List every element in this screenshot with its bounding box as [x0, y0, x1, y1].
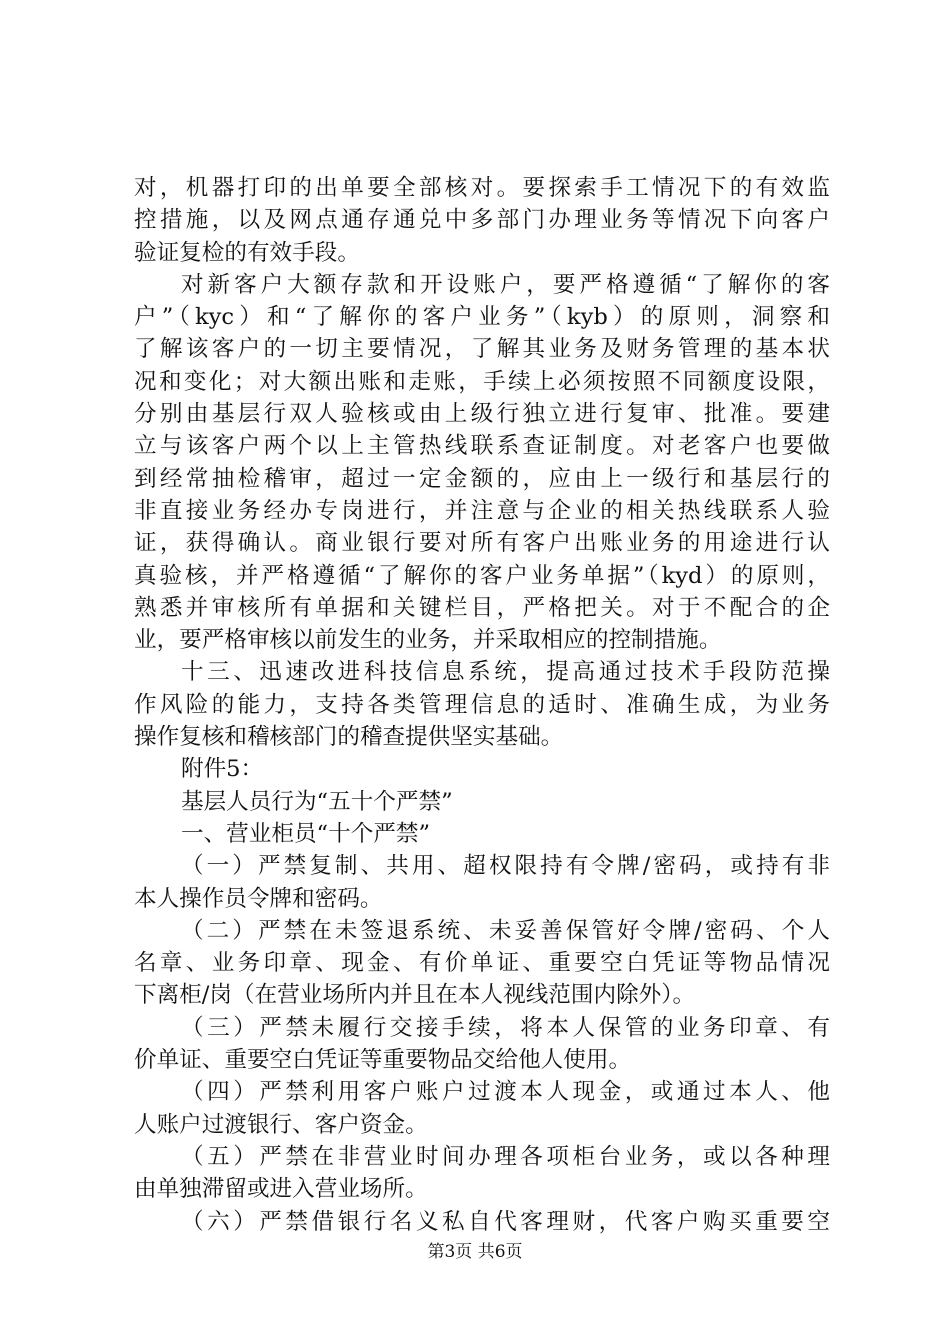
text-line: 业，要严格审核以前发生的业务，并采取相应的控制措施。: [134, 627, 722, 654]
text-line: 价单证、重要空白凭证等重要物品交给他人使用。: [134, 1047, 632, 1074]
text-line: （六）严禁借银行名义私自代客理财，代客户购买重要空: [181, 1208, 830, 1235]
text-line: 非直接业务经办专岗进行，并注意与企业的相关热线联系人验: [134, 497, 830, 524]
text-line: （五）严禁在非营业时间办理各项柜台业务，或以各种理: [181, 1143, 830, 1170]
text-line: 基层人员行为“五十个严禁”: [181, 788, 453, 815]
text-line: 熟悉并审核所有单据和关键栏目，严格把关。对于不配合的企: [134, 594, 830, 621]
text-line: 对新客户大额存款和开设账户，要严格遵循“了解你的客: [181, 271, 830, 298]
text-line: （一）严禁复制、共用、超权限持有令牌/密码，或持有非: [181, 853, 830, 880]
text-line: （三）严禁未履行交接手续，将本人保管的业务印章、有: [181, 1014, 830, 1041]
document-body: [134, 172, 830, 1238]
text-line: 户”（kyc）和“了解你的客户业务”（kyb）的原则，洞察和: [134, 304, 830, 331]
text-line: （四）严禁利用客户账户过渡本人现金，或通过本人、他: [181, 1079, 830, 1106]
text-line: 十三、迅速改进科技信息系统，提高通过技术手段防范操: [181, 659, 830, 686]
text-line: （二）严禁在未签退系统、未妥善保管好令牌/密码、个人: [181, 917, 830, 944]
text-line: 证，获得确认。商业银行要对所有客户出账业务的用途进行认: [134, 530, 830, 557]
text-line: 由单独滞留或进入营业场所。: [134, 1176, 428, 1203]
text-line: 真验核，并严格遵循“了解你的客户业务单据”（kyd）的原则，: [134, 562, 830, 589]
text-line: 人账户过渡银行、客户资金。: [134, 1111, 428, 1138]
text-line: 附件5：: [181, 756, 264, 783]
text-line: 验证复检的有效手段。: [134, 239, 360, 266]
text-line: 名章、业务印章、现金、有价单证、重要空白凭证等物品情况: [134, 950, 830, 977]
page-footer: 第3页 共6页: [427, 1242, 523, 1262]
text-line: 了解该客户的一切主要情况，了解其业务及财务管理的基本状: [134, 336, 830, 363]
text-line: 立与该客户两个以上主管热线联系查证制度。对老客户也要做: [134, 433, 830, 460]
text-line: 本人操作员令牌和密码。: [134, 885, 383, 912]
text-line: 到经常抽检稽审，超过一定金额的，应由上一级行和基层行的: [134, 465, 830, 492]
text-line: 控措施，以及网点通存通兑中多部门办理业务等情况下向客户: [134, 207, 830, 234]
text-line: 分别由基层行双人验核或由上级行独立进行复审、批准。要建: [134, 401, 830, 428]
text-line: 操作复核和稽核部门的稽查提供坚实基础。: [134, 724, 564, 751]
text-line: 下离柜/岗（在营业场所内并且在本人视线范围内除外）。: [134, 982, 696, 1009]
text-line: 作风险的能力，支持各类管理信息的适时、准确生成，为业务: [134, 691, 830, 718]
text-line: 一、营业柜员“十个严禁”: [181, 820, 431, 847]
text-line: 对，机器打印的出单要全部核对。要探索手工情况下的有效监: [134, 175, 830, 201]
text-line: 况和变化；对大额出账和走账，手续上必须按照不同额度设限，: [134, 368, 830, 395]
